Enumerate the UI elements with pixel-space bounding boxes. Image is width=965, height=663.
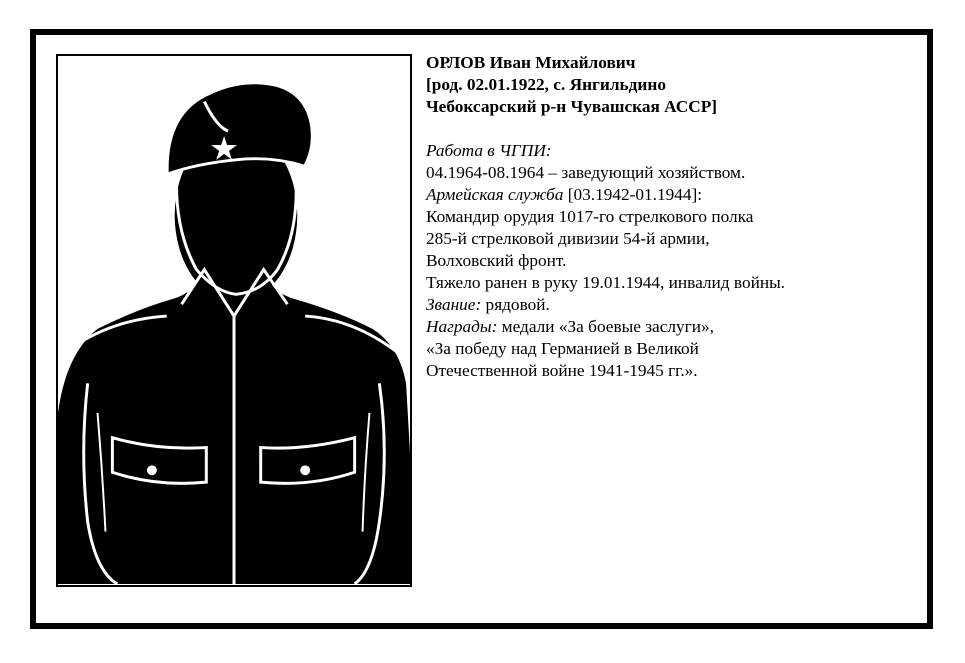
biography-text <box>426 52 906 382</box>
work-label: Работа в ЧГПИ: <box>426 141 552 160</box>
service-line: 285-й стрелковой дивизии 54-й армии, <box>426 229 710 248</box>
awards-line: «За победу над Германией в Великой <box>426 339 699 358</box>
service-line: Командир орудия 1017-го стрелкового полка <box>426 207 754 226</box>
service-label: Армейская служба <box>426 185 564 204</box>
rank-value: рядовой. <box>481 295 550 314</box>
memorial-card <box>30 29 933 629</box>
awards-first: медали «За боевые заслуги», <box>497 317 714 336</box>
work-line: 04.1964-08.1964 – заведующий хозяйством. <box>426 163 746 182</box>
header-birth: [род. 02.01.1922, с. Янгильдино <box>426 75 666 94</box>
awards-label: Награды: <box>426 317 498 336</box>
rank-label: Звание: <box>426 295 482 314</box>
soldier-portrait <box>56 54 412 587</box>
awards-line: Отечественной войне 1941-1945 гг.». <box>426 361 698 380</box>
service-period: [03.1942-01.1944]: <box>563 185 703 204</box>
service-line: Волховский фронт. <box>426 251 567 270</box>
service-line: Тяжело ранен в руку 19.01.1944, инвалид войны. <box>426 273 786 292</box>
soldier-silhouette-icon <box>58 56 410 585</box>
header-name: ОРЛОВ Иван Михайлович <box>426 53 636 72</box>
header-region: Чебоксарский р-н Чувашская АССР] <box>426 97 718 116</box>
